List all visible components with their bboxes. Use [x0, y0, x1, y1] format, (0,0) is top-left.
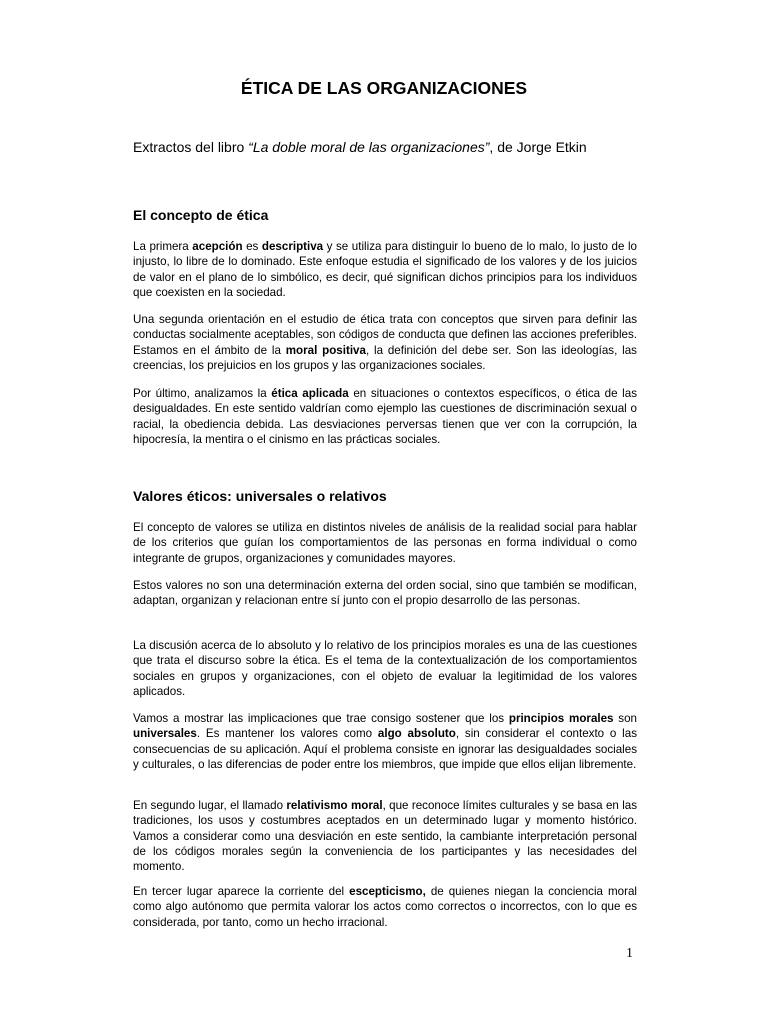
- bold-term: algo absoluto: [377, 727, 456, 741]
- paragraph-text: y se utiliza para distinguir lo bueno de lo malo, lo justo de lo injusto, lo libre de lo dominado. Este enfoque estudia el significado de los valores y de los juicios de valor en el plano de lo simbólico, es decir, qué significan dichos principios para los individuos que coexisten en la sociedad.: [133, 240, 638, 299]
- paragraph: [133, 386, 637, 447]
- paragraph: [133, 798, 637, 874]
- bold-term: moral positiva: [285, 343, 366, 357]
- paragraph: [133, 884, 637, 930]
- paragraph-text: La primera: [133, 240, 193, 253]
- paragraph: [133, 520, 637, 566]
- paragraph: [133, 711, 637, 772]
- paragraph-text: , sin considerar el contexto o las consecuencias de su aplicación. Aquí el problema consiste en ignorar las desigualdades sociales y culturales, o las diferencias de poder entre los miembros, que impide que ellos elijan libremente.: [133, 727, 637, 771]
- paragraph-text: En tercer lugar aparece la corriente del: [133, 885, 350, 898]
- paragraph-text: , que reconoce límites culturales y se basa en las tradiciones, los usos y costumbres aceptados en un determinado lugar y momento histórico. Vamos a considerar como una desviación en este sentido, la cambiante interpretación personal de los códigos morales según la conveniencia de los participantes y las necesidades del momento.: [133, 799, 638, 874]
- paragraph-text: La discusión acerca de lo absoluto y lo relativo de los principios morales es una de las cuestiones que trata el discurso sobre la ética. Es el tema de la contextualización de los comportamientos sociales en grupos y organizaciones, con el objeto de evaluar la legitimidad de los valores aplicados.: [133, 639, 637, 698]
- bold-term: acepción: [192, 240, 243, 253]
- subtitle-suffix: , de Jorge Etkin: [489, 139, 587, 155]
- paragraph-text: son: [613, 712, 637, 725]
- paragraph: [133, 312, 637, 373]
- paragraph-text: Vamos a mostrar las implicaciones que trae consigo sostener que los: [133, 712, 509, 725]
- paragraph-text: de quienes niegan la conciencia moral como algo autónomo que permita valorar los actos como correctos o incorrectos, con lo que es considerada, por tanto, como un hecho irracional.: [133, 885, 637, 929]
- bold-term: descriptiva: [261, 240, 324, 253]
- subtitle-prefix: Extractos del libro: [133, 139, 249, 155]
- paragraph-text: en situaciones o contextos específicos, o ética de las desigualdades. En este sentido valdrían como ejemplo las cuestiones de discriminación sexual o racial, la obediencia debida. Las desviaciones perversas tienen que ver con la corrupción, la hipocresía, la mentira o el cinismo en las prácticas sociales.: [133, 387, 637, 446]
- paragraph-text: . Es mantener los valores como: [196, 727, 378, 741]
- bold-term: escepticismo,: [349, 885, 426, 898]
- document-title: ÉTICA DE LAS ORGANIZACIONES: [240, 78, 528, 98]
- bold-term: ética aplicada: [271, 387, 349, 400]
- paragraph-text: Estos valores no son una determinación externa del orden social, sino que también se modifican, adaptan, organizan y relacionan entre sí junto con el propio desarrollo de las personas.: [133, 579, 637, 608]
- paragraph-text: En segundo lugar, el llamado: [133, 799, 287, 812]
- paragraph-text: , la definición del debe ser. Son las ideologías, las creencias, los prejuicios en los grupos y las organizaciones sociales.: [133, 343, 637, 372]
- book-title: “La doble moral de las organizaciones”: [248, 139, 490, 155]
- paragraph-text: Una segunda orientación en el estudio de ética trata con conceptos que sirven para definir las conductas socialmente aceptables, son códigos de conducta que definen las acciones preferibles. Estamos en el ámbito de la: [133, 313, 637, 357]
- section-heading-valores-eticos: Valores éticos: universales o relativos: [133, 488, 387, 504]
- paragraph-text: es: [242, 240, 262, 253]
- page-number: 1: [626, 946, 633, 961]
- paragraph-text: Por último, analizamos la: [133, 387, 272, 400]
- section-heading-concepto-etica: El concepto de ética: [133, 207, 269, 223]
- paragraph-text: El concepto de valores se utiliza en distintos niveles de análisis de la realidad social para hablar de los criterios que guían los comportamientos de las personas en forma individual o como integrante de grupos, organizaciones y comunidades mayores.: [133, 521, 637, 565]
- bold-term: relativismo moral: [286, 799, 383, 812]
- bold-term: universales: [133, 727, 197, 741]
- paragraph: [133, 638, 637, 699]
- paragraph: [133, 239, 637, 300]
- bold-term: principios morales: [508, 712, 614, 725]
- paragraph: [133, 578, 637, 609]
- document-subtitle: [133, 138, 653, 156]
